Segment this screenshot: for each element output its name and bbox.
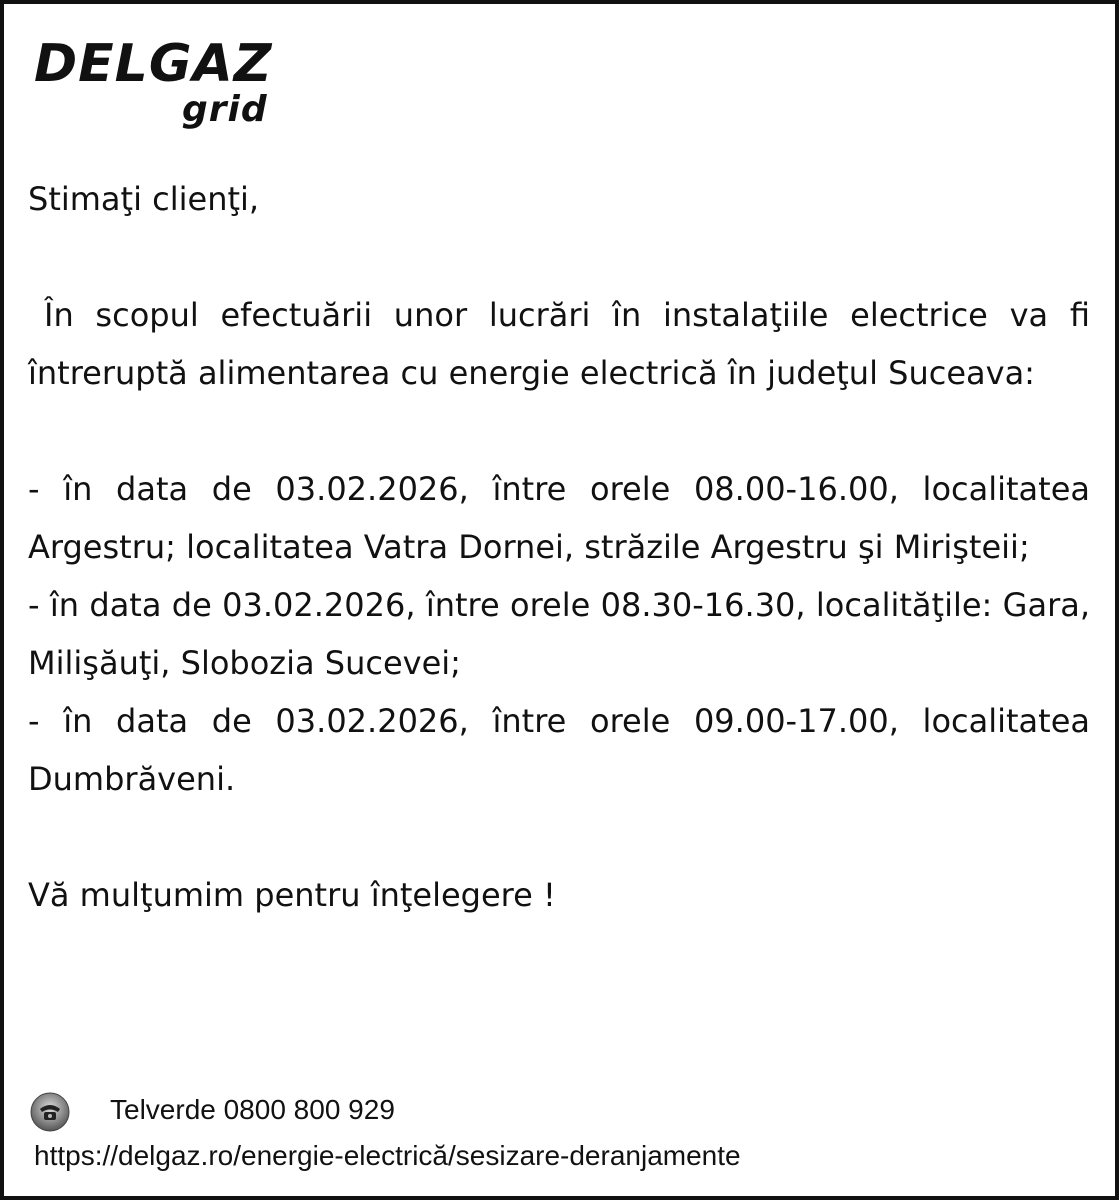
spacer bbox=[28, 228, 1090, 286]
logo-subtitle: grid bbox=[182, 89, 268, 130]
outage-item: - în data de 03.02.2026, între orele 08.00-16.00, localitatea Argestru; localitatea Vatra Dornei, străzile Argestru şi Mirişteii; bbox=[28, 470, 1090, 566]
report-url-link[interactable]: https://delgaz.ro/energie-electrică/sesizare-deranjamente bbox=[34, 1140, 741, 1171]
spacer bbox=[28, 402, 1090, 460]
phone-number: Telverde 0800 800 929 bbox=[110, 1094, 395, 1125]
telephone-icon bbox=[30, 1092, 70, 1132]
greeting: Stimaţi clienţi, bbox=[28, 180, 260, 218]
outage-item: - în data de 03.02.2026, între orele 09.00-17.00, localitatea Dumbrăveni. bbox=[28, 702, 1090, 798]
intro-paragraph: În scopul efectuării unor lucrări în instalaţiile electrice va fi întreruptă alimentarea cu energie electrică în judeţul Suceava: bbox=[28, 296, 1090, 392]
logo-wordmark: DELGAZ bbox=[34, 34, 273, 94]
spacer bbox=[28, 808, 1090, 866]
phone-contact bbox=[30, 1088, 630, 1132]
delgaz-grid-logo bbox=[34, 36, 294, 136]
outage-item: - în data de 03.02.2026, între orele 08.30-16.30, localităţile: Gara, Milişăuţi, Slobozia Sucevei; bbox=[28, 586, 1090, 682]
outage-list bbox=[28, 460, 1090, 808]
closing-text: Vă mulţumim pentru înţelegere ! bbox=[28, 876, 556, 914]
notice-body bbox=[28, 170, 1090, 924]
